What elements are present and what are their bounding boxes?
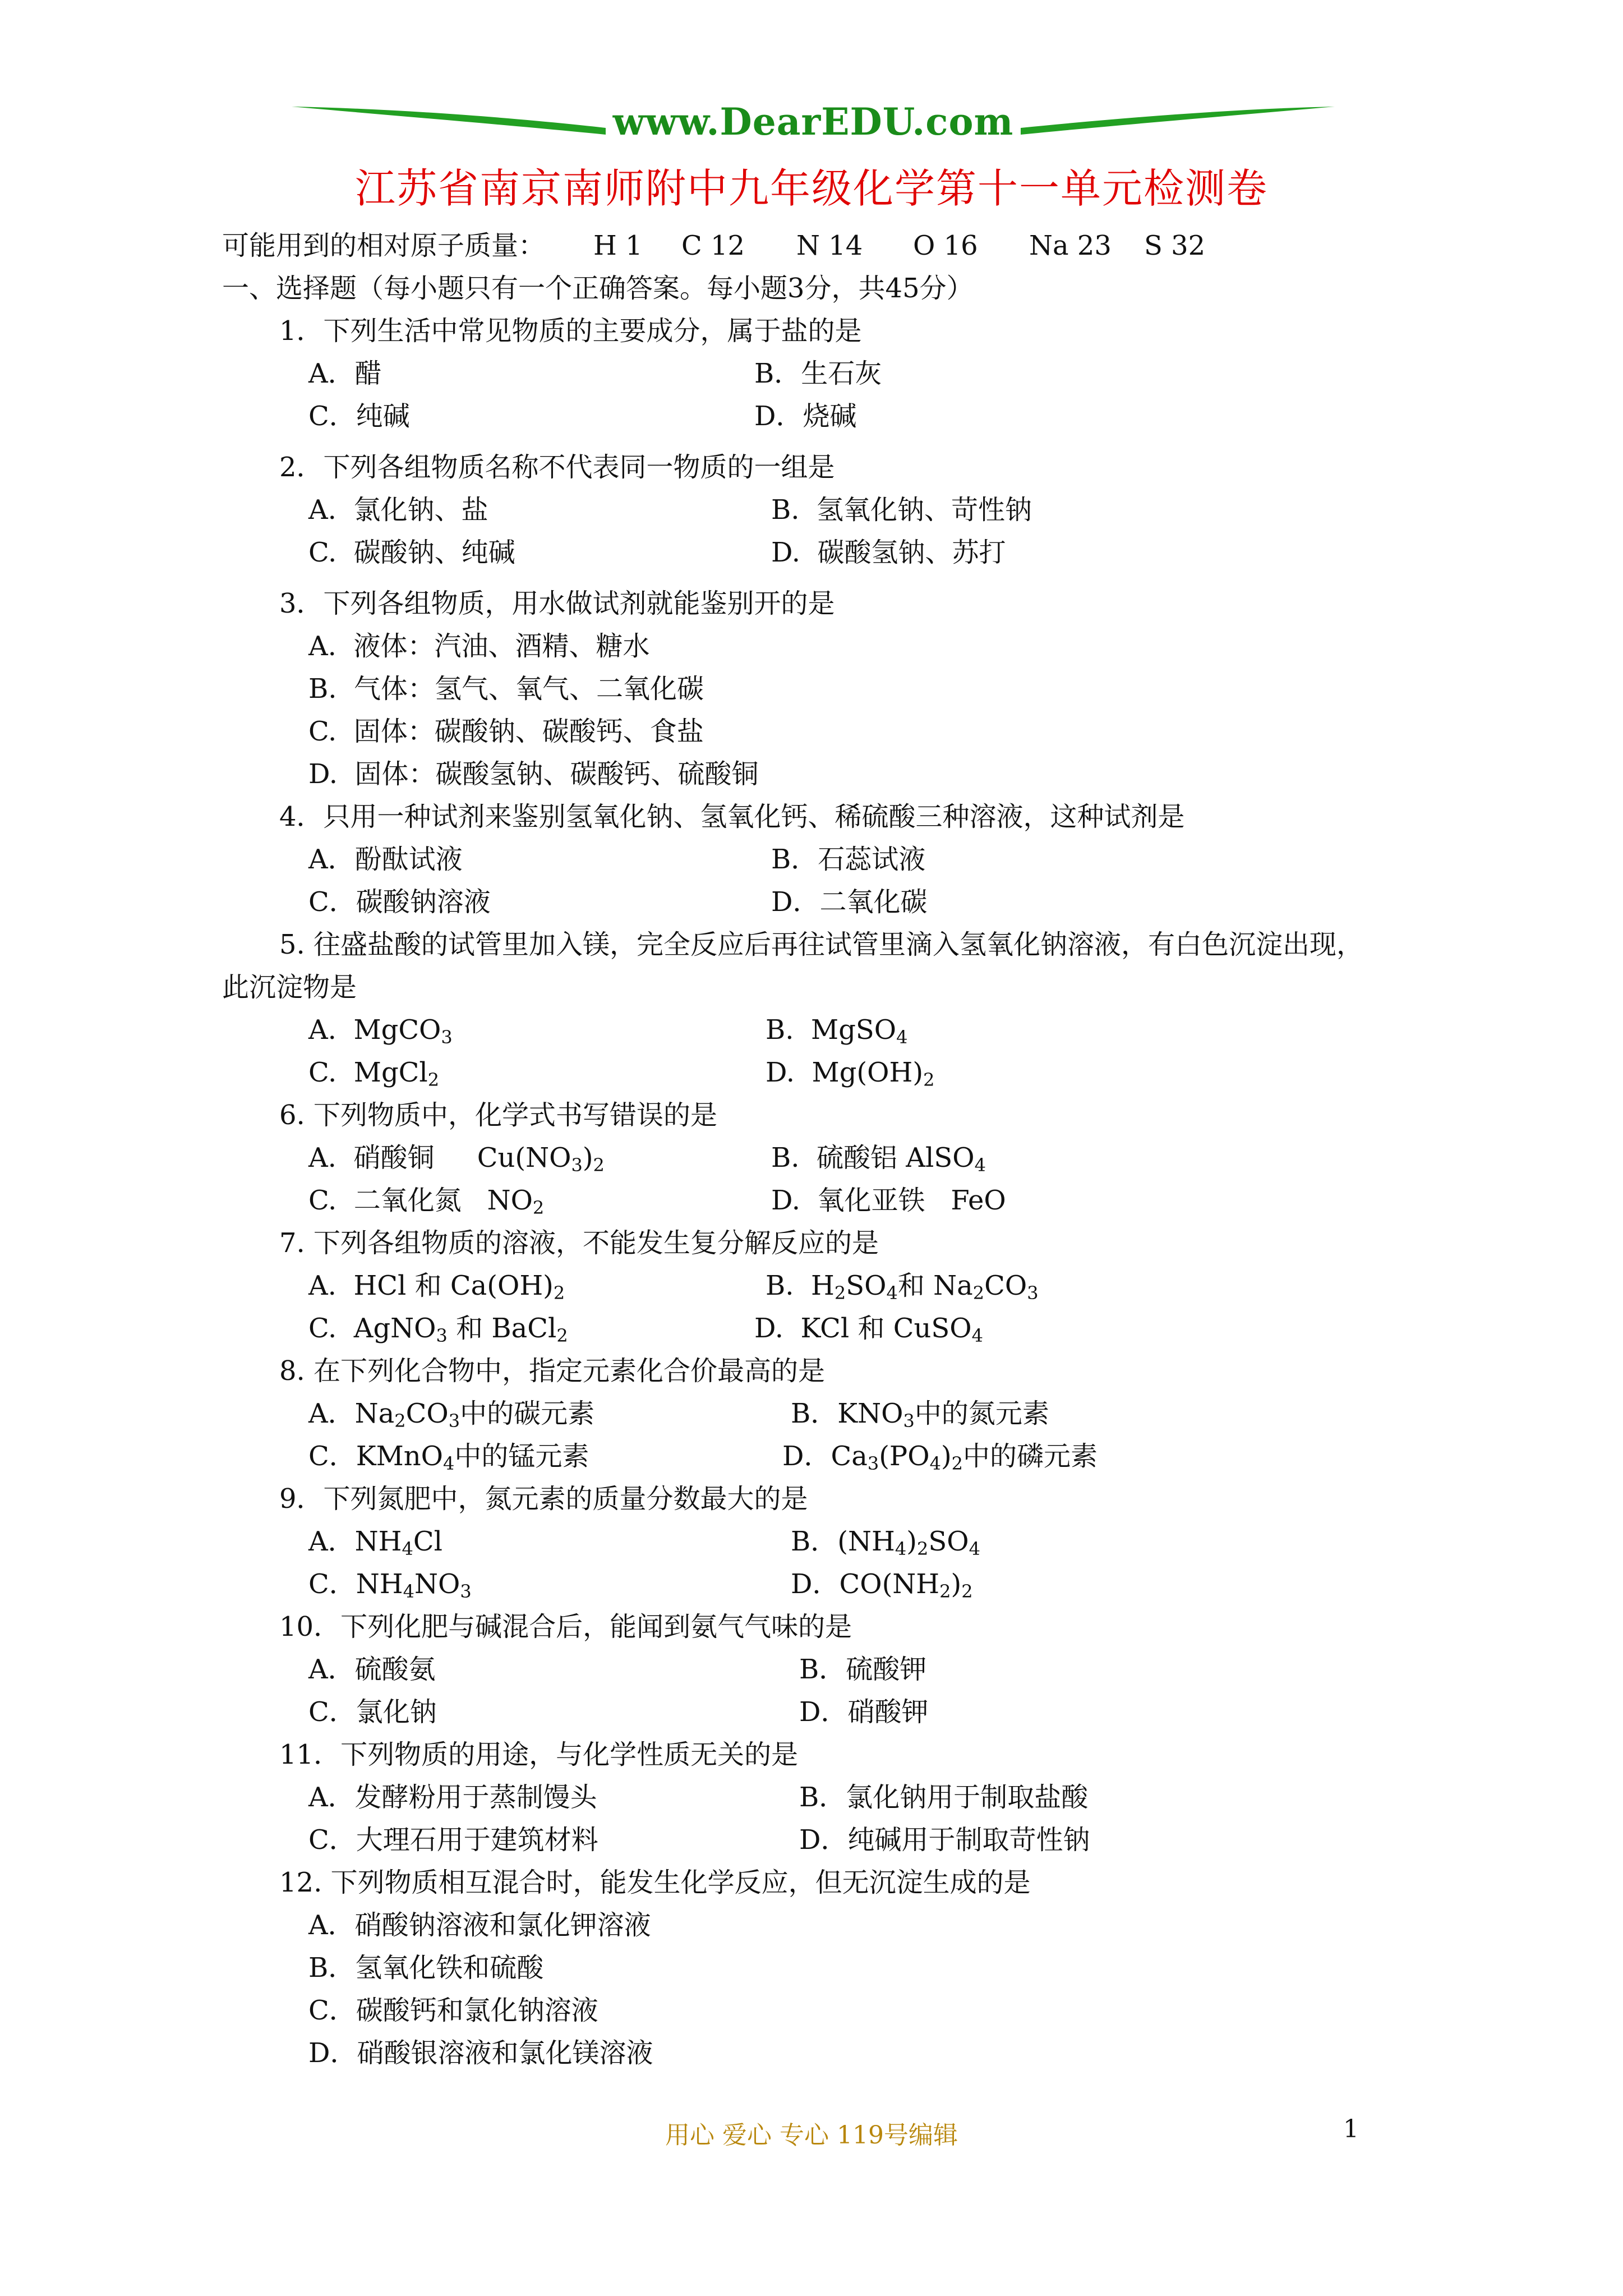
q11-option-b: B．氯化钠用于制取盐酸 (799, 1782, 1089, 1813)
atomic-masses-label: 可能用到的相对原子质量： (222, 230, 546, 261)
q6-stem: 6. 下列物质中，化学式书写错误的是 (279, 1099, 718, 1131)
q4-stem: 4．只用一种试剂来鉴别氢氧化钠、氢氧化钙、稀硫酸三种溶液，这种试剂是 (279, 801, 1185, 832)
q12-option-d: D．硝酸银溶液和氯化镁溶液 (308, 2037, 653, 2069)
q10-stem: 10．下列化肥与碱混合后，能闻到氨气气味的是 (279, 1611, 852, 1642)
q3-option-a: A. 液体：汽油、酒精、糖水 (308, 631, 650, 662)
q10-option-d: D．硝酸钾 (799, 1696, 929, 1728)
atomic-mass-o: O 16 (913, 230, 978, 261)
atomic-mass-na: Na 23 (1029, 230, 1112, 261)
q1-option-a: A．醋 (308, 358, 382, 389)
q12-option-b: B．氢氧化铁和硫酸 (308, 1952, 544, 1984)
page-title: 江苏省南京南师附中九年级化学第十一单元检测卷 (354, 165, 1268, 212)
q3-option-c: C. 固体：碳酸钠、碳酸钙、食盐 (308, 716, 704, 747)
q1-option-c: C．纯碱 (308, 401, 410, 432)
q9-option-a: A．$NH_4Cl$ (308, 1526, 442, 1559)
logo-text: www.DearEDU.com (612, 100, 1014, 144)
q3-option-d: D. 固体：碳酸氢钠、碳酸钙、硫酸铜 (308, 758, 759, 790)
q1-option-b: B．生石灰 (754, 358, 882, 389)
q2-option-b: B. 氢氧化钠、苛性钠 (771, 494, 1032, 526)
q11-option-c: C．大理石用于建筑材料 (308, 1824, 598, 1856)
q7-option-a: A. HCl 和 $Ca(OH)_2$ (308, 1270, 565, 1304)
q7-option-c: C. AgNO$_3$ 和 BaCl$_2$ (308, 1313, 568, 1346)
q1-option-d: D．烧碱 (754, 401, 857, 432)
q5-stem-line2: 此沉淀物是 (222, 972, 357, 1003)
q5-stem-line1: 5. 往盛盐酸的试管里加入镁，完全反应后再往试管里滴入氢氧化钠溶液，有白色沉淀出现， (279, 929, 1364, 960)
q8-option-d: D．$Ca_3(PO_4)_2$中的磷元素 (782, 1441, 1098, 1474)
q2-option-d: D. 碳酸氢钠、苏打 (771, 537, 1006, 568)
q4-option-b: B．石蕊试液 (771, 844, 926, 875)
q7-option-b: B. $H_2SO_4$和 $Na_2CO_3$ (766, 1270, 1039, 1304)
atomic-mass-s: S 32 (1144, 230, 1206, 261)
q12-stem: 12. 下列物质相互混合时，能发生化学反应，但无沉淀生成的是 (279, 1867, 1031, 1898)
q12-option-c: C．碳酸钙和氯化钠溶液 (308, 1995, 598, 2026)
q8-option-b: B．$KNO_3$中的氮元素 (791, 1398, 1049, 1432)
q6-option-a: A. 硝酸铜 $Cu(NO_3)_2$ (308, 1142, 605, 1176)
q6-option-b: B. 硫酸铝 AlSO$_4$ (771, 1142, 986, 1176)
atomic-mass-h: H 1 (593, 230, 643, 261)
q1-stem: 1．下列生活中常见物质的主要成分，属于盐的是 (279, 315, 862, 347)
q10-option-a: A．硫酸氨 (308, 1654, 436, 1685)
q5-option-a: A. MgCO$_3$ (308, 1014, 453, 1048)
q7-stem: 7. 下列各组物质的溶液，不能发生复分解反应的是 (279, 1227, 879, 1259)
q4-option-d: D．二氧化碳 (771, 886, 928, 918)
atomic-mass-n: N 14 (796, 230, 863, 261)
q11-option-d: D．纯碱用于制取苛性钠 (799, 1824, 1090, 1856)
q7-option-d: D. KCl 和 CuSO$_4$ (754, 1313, 983, 1346)
q6-option-d: D. 氧化亚铁 FeO (771, 1185, 1006, 1216)
q5-option-c: C. MgCl$_2$ (308, 1057, 440, 1091)
q6-option-c: C. 二氧化氮 $NO_2$ (308, 1185, 545, 1218)
q12-option-a: A．硝酸钠溶液和氯化钾溶液 (308, 1910, 651, 1941)
page-number: 1 (1343, 2115, 1359, 2143)
q8-option-a: A．$Na_2CO_3$中的碳元素 (308, 1398, 595, 1432)
q8-option-c: C．KMnO$_4$中的锰元素 (308, 1441, 589, 1474)
q9-option-b: B．$(NH_4)_2SO_4$ (791, 1526, 980, 1559)
q3-stem: 3．下列各组物质，用水做试剂就能鉴别开的是 (279, 588, 835, 619)
page-footer: 用心 爱心 专心 119号编辑 (665, 2121, 958, 2150)
q5-option-d: D. $Mg(OH)_2$ (766, 1057, 935, 1091)
q9-stem: 9．下列氮肥中，氮元素的质量分数最大的是 (279, 1483, 808, 1515)
q10-option-b: B．硫酸钾 (799, 1654, 927, 1685)
q10-option-c: C．氯化钠 (308, 1696, 437, 1728)
section-heading: 一、选择题（每小题只有一个正确答案。每小题3分，共45分） (222, 273, 974, 304)
q2-stem: 2．下列各组物质名称不代表同一物质的一组是 (279, 452, 835, 483)
q5-option-b: B. MgSO$_4$ (766, 1014, 908, 1048)
q2-option-a: A. 氯化钠、盐 (308, 494, 488, 526)
q11-stem: 11．下列物质的用途，与化学性质无关的是 (279, 1739, 799, 1770)
header-logo (292, 84, 1335, 157)
q4-option-c: C．碳酸钠溶液 (308, 886, 491, 918)
q4-option-a: A．酚酞试液 (308, 844, 463, 875)
q2-option-c: C. 碳酸钠、纯碱 (308, 537, 515, 568)
q3-option-b: B. 气体：氢气、氧气、二氧化碳 (308, 673, 704, 705)
atomic-mass-c: C 12 (681, 230, 745, 261)
q9-option-c: C．$NH_4NO_3$ (308, 1568, 472, 1602)
q8-stem: 8. 在下列化合物中，指定元素化合价最高的是 (279, 1355, 826, 1387)
q9-option-d: D．$CO(NH_2)_2$ (791, 1568, 973, 1602)
q11-option-a: A．发酵粉用于蒸制馒头 (308, 1782, 597, 1813)
